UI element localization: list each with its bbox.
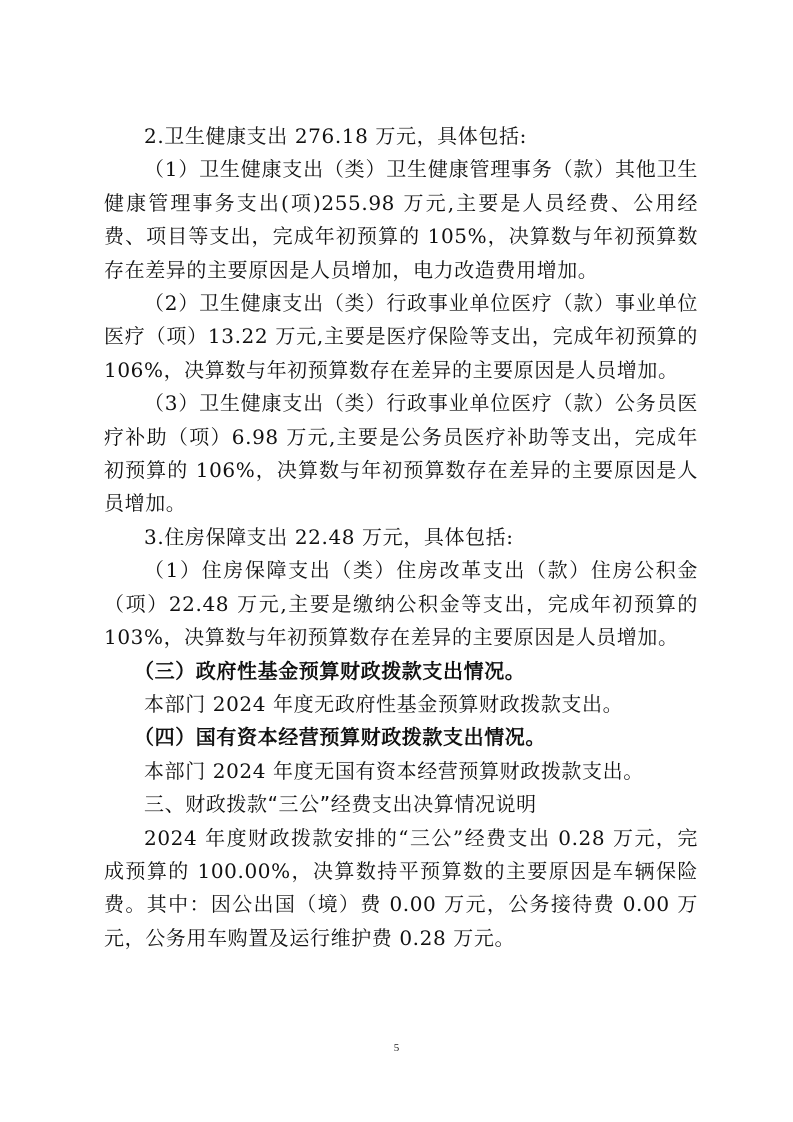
paragraph-three-public-expenses-detail: 2024 年度财政拨款安排的“三公”经费支出 0.28 万元，完成预算的 100.00%，决算数持平预算数的主要原因是车辆保险费。其中：因公出国（境）费 0.00 万元，公务接待费 0.00 万元，公务用车购置及运行维护费 0.28 万元。 xyxy=(104,825,698,950)
paragraph-housing-expenditure-summary: 3.住房保障支出 22.48 万元，具体包括: xyxy=(144,524,514,549)
paragraph-state-capital-none: 本部门 2024 年度无国有资本经营预算财政拨款支出。 xyxy=(144,758,644,783)
paragraph-civil-servant-medical-item: （3）卫生健康支出（类）行政事业单位医疗（款）公务员医疗补助（项）6.98 万元,主要是公务员医疗补助等支出，完成年初预算的 106%，决算数与年初预算数存在差异的主要原因是人员增加。 xyxy=(104,391,698,516)
paragraph-health-expenditure-summary: 2.卫生健康支出 276.18 万元，具体包括: xyxy=(144,124,527,148)
paragraph-government-fund-none: 本部门 2024 年度无政府性基金预算财政拨款支出。 xyxy=(144,691,624,716)
document-body xyxy=(104,120,698,955)
heading-government-fund-budget: （三）政府性基金预算财政拨款支出情况。 xyxy=(134,658,526,683)
page-number: 5 xyxy=(393,1042,400,1054)
paragraph-housing-fund-item: （1）住房保障支出（类）住房改革支出（款）住房公积金（项）22.48 万元,主要是缴纳公积金等支出，完成年初预算的 103%，决算数与年初预算数存在差异的主要原因是人员增加。 xyxy=(104,558,698,650)
paragraph-health-management-item: （1）卫生健康支出（类）卫生健康管理事务（款）其他卫生健康管理事务支出(项)255.98 万元,主要是人员经费、公用经费、项目等支出，完成年初预算的 105%，决算数与年初预算数存在差异的主要原因是人员增加，电力改造费用增加。 xyxy=(104,157,698,282)
heading-state-capital-budget: （四）国有资本经营预算财政拨款支出情况。 xyxy=(134,725,546,750)
paragraph-institution-medical-item: （2）卫生健康支出（类）行政事业单位医疗（款）事业单位医疗（项）13.22 万元,主要是医疗保险等支出，完成年初预算的 106%，决算数与年初预算数存在差异的主要原因是人员增加。 xyxy=(104,291,698,382)
section-title-three-public-expenses: 三、财政拨款“三公”经费支出决算情况说明 xyxy=(144,792,537,817)
